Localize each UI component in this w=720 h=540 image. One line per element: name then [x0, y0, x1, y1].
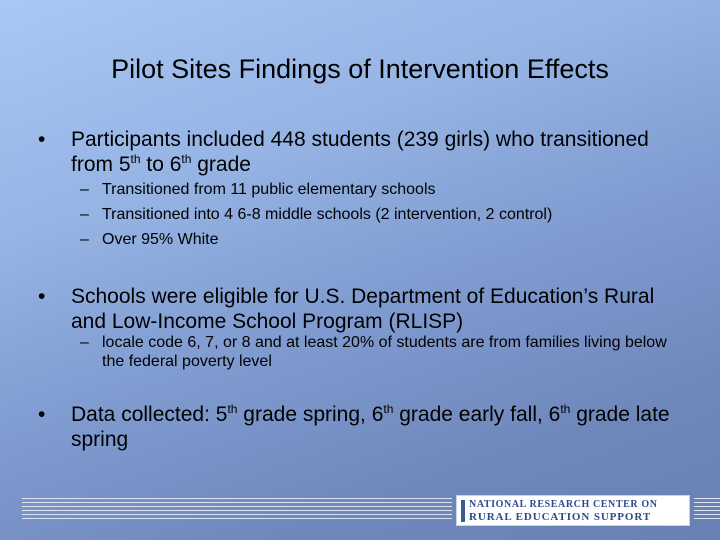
sub-bullet-text: Transitioned from 11 public elementary schools: [102, 181, 436, 198]
sub-bullet-dash: –: [80, 334, 89, 351]
bullet-text: Participants included 448 students (239 girls) who transitioned from 5th to 6th grade: [71, 128, 649, 176]
bullet-dot: •: [38, 128, 46, 151]
bullet-data-collected: [38, 402, 678, 452]
sub-bullet: [80, 333, 680, 371]
bullet-text: Schools were eligible for U.S. Department of Education’s Rural and Low-Income School Program (RLISP): [71, 285, 655, 333]
sub-bullet-dash: –: [80, 206, 89, 223]
sub-bullet-dash: –: [80, 231, 89, 248]
logo-line-1: NATIONAL RESEARCH CENTER ON: [469, 499, 658, 510]
sub-bullet-text: locale code 6, 7, or 8 and at least 20% of students are from families living below the federal poverty level: [102, 334, 667, 370]
sub-bullet-dash: –: [80, 181, 89, 198]
logo-bar: [461, 500, 465, 522]
sub-bullet-text: Over 95% White: [102, 231, 219, 248]
bullet-text: Data collected: 5th grade spring, 6th grade early fall, 6th grade late spring: [71, 402, 670, 451]
slide-title: Pilot Sites Findings of Intervention Effects: [111, 54, 609, 84]
sub-bullet-list: [80, 177, 680, 252]
decorative-lines-left: [22, 498, 452, 520]
sub-bullet: [80, 177, 680, 202]
sub-bullet: [80, 227, 680, 252]
sub-bullet-text: Transitioned into 4 6-8 middle schools (2 intervention, 2 control): [102, 206, 553, 223]
bullet-eligibility: [38, 284, 678, 334]
organization-logo: [456, 495, 690, 526]
logo-line-2: RURAL EDUCATION SUPPORT: [469, 511, 652, 523]
sub-bullet-list: [80, 333, 680, 371]
sub-bullet: [80, 202, 680, 227]
decorative-lines-right: [694, 498, 720, 520]
bullet-participants: [38, 127, 678, 177]
bullet-dot: •: [38, 403, 46, 426]
bullet-dot: •: [38, 285, 46, 308]
